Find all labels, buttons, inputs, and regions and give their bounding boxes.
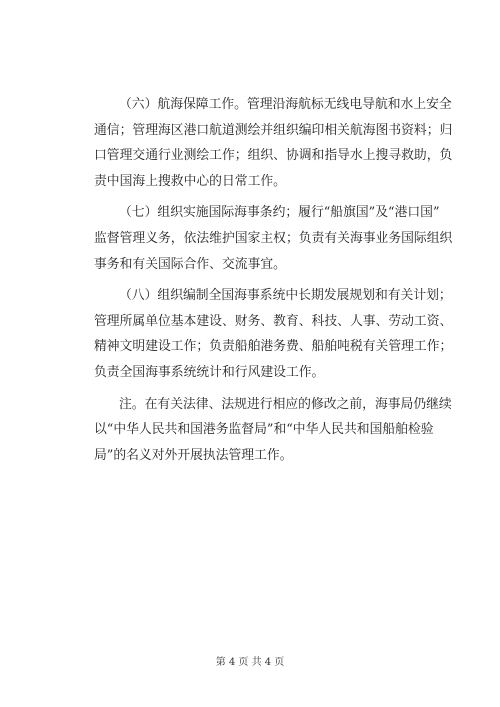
paragraph-line: 管理所属单位基本建设、财务、教育、科技、人事、劳动工资、 [94,313,453,329]
paragraph-line: 局”的名义对外开展执法管理工作。 [94,447,293,463]
paragraph-line: 通信；管理海区港口航道测绘并组织编印相关航海图书资料；归 [94,122,453,138]
paragraph-line: 以“中华人民共和国港务监督局”和“中华人民共和国船舶检验 [94,422,434,438]
document-body [94,92,453,474]
paragraph-line: （八）组织编制全国海事系统中长期发展规划和有关计划； [119,288,452,304]
page-footer [0,653,500,668]
paragraph-planning-management [94,283,453,385]
paragraph-line: （六）航海保障工作。管理沿海航标无线电导航和水上安全 [119,97,452,112]
paragraph-line: 监督管理义务，依法维护国家主权；负责有关海事业务国际组织 [94,230,453,246]
paragraph-line: 责中国海上搜救中心的日常工作。 [94,173,286,189]
paragraph-line: 负责全国海事系统统计和行风建设工作。 [94,364,325,380]
paragraph-note [94,392,452,469]
paragraph-line: 口管理交通行业测绘工作；组织、协调和指导水上搜寻救助，负 [94,148,453,164]
paragraph-line: （七）组织实施国际海事条约；履行“船旗国”及“港口国” [119,205,440,221]
paragraph-line: 注。在有关法律、法规进行相应的修改之前，海事局仍继续 [119,396,452,412]
paragraph-line: 精神文明建设工作；负责船舶港务费、船舶吨税有关管理工作； [94,339,453,355]
paragraph-line: 事务和有关国际合作、交流事宜。 [94,256,286,272]
paragraph-international-conventions [94,200,453,277]
page-number: 第 4 页 共 4 页 [215,657,285,668]
paragraph-maritime-support [94,92,453,194]
